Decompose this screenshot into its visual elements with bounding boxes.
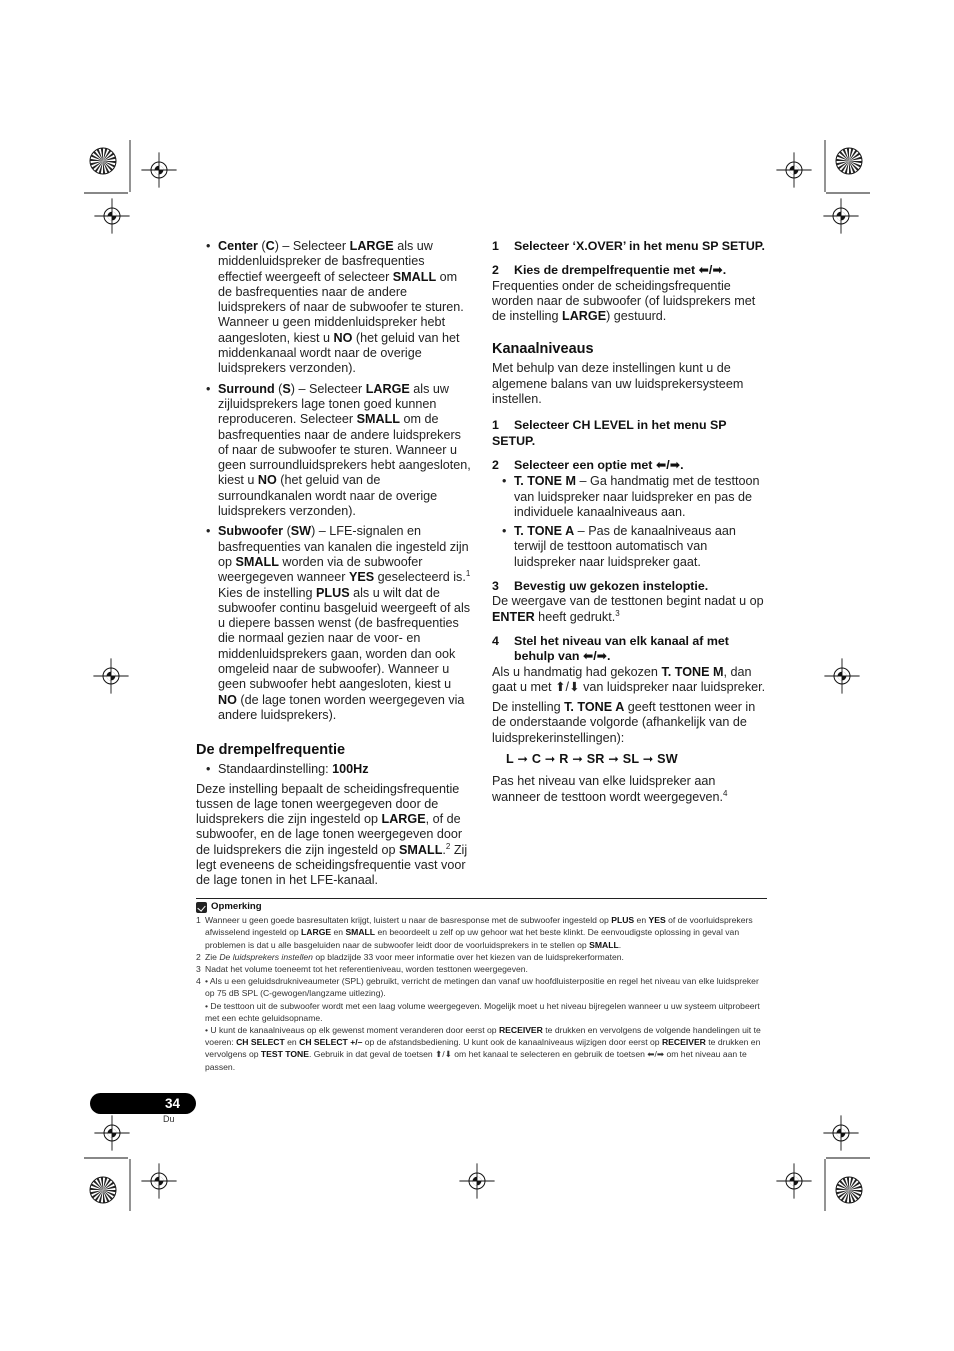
bullet-dot: • xyxy=(206,381,211,396)
center-label: Center xyxy=(218,239,258,253)
small-option: SMALL xyxy=(345,927,376,938)
channel-levels-heading: Kanaalniveaus xyxy=(492,341,594,358)
crosshair-target-icon xyxy=(93,658,128,693)
text: – Ga handmatig met de testtoon van luidspreker naar luidspreker en pas de individuele kanaalniveaus aan. xyxy=(514,474,760,519)
step-text: Selecteer CH LEVEL in het menu SP SETUP. xyxy=(492,418,727,448)
text: Nadat het volume toeneemt tot het referentieniveau, worden testtonen weergegeven. xyxy=(205,964,528,975)
text: Wanneer u geen goede basresultaten krijgt, luistert u naar de basresponse met de subwoofer ingesteld op xyxy=(205,915,612,926)
crosshair-target-icon xyxy=(776,152,811,187)
step-text: Selecteer ‘X.OVER’ in het menu SP SETUP. xyxy=(514,239,765,253)
text: (het geluid van het middenkanaal wordt naar de overige luidsprekers verzonden). xyxy=(218,330,460,376)
text: De instelling xyxy=(492,700,565,715)
channel-levels-intro: Met behulp van deze instellingen kunt u de algemene balans van uw luidsprekersysteem instellen. xyxy=(492,361,744,407)
small-option: SMALL xyxy=(356,412,400,427)
enter-key: ENTER xyxy=(492,609,535,624)
small-option: SMALL xyxy=(399,842,443,857)
text: Zij legt eveneens de scheidingsfrequentie vast voor de lage tonen in het LFE-kanaal. xyxy=(196,842,468,888)
text: , dan gaat u met ⬆/⬇ van luidspreker naar luidspreker. xyxy=(492,664,766,694)
crosshair-target-icon xyxy=(459,1163,494,1198)
step-text: Stel het niveau van elk kanaal af met behulp van ⬅/➡. xyxy=(514,633,729,664)
default-label: Standaardinstelling: xyxy=(218,762,333,777)
no-option: NO xyxy=(257,473,277,488)
section-reference: De luidsprekers instellen xyxy=(219,951,313,962)
crosshair-target-icon xyxy=(823,198,858,233)
test-tone-key: TEST TONE xyxy=(260,1049,309,1060)
text: worden via de subwoofer weergegeven wanneer xyxy=(218,554,423,585)
bullet-dot: • xyxy=(206,524,211,539)
text: Zie xyxy=(205,951,220,962)
text: , of de subwoofer, en de lage tonen weergegeven door de luidsprekers die zijn ingesteld op xyxy=(196,812,463,857)
step-number: 3 xyxy=(492,579,499,594)
text: – Selecteer xyxy=(278,239,350,253)
text: als u wilt dat de subwoofer continu basgeluid weergeeft of als u diepere bassen wenst (de basfrequenties die normaal gezien naar de voor- en middenluidsprekers gaan, worden dan ook omgeleid naar de subwoofer). Wanneer u geen subwoofer hebt aangesloten, kiest u xyxy=(218,585,471,692)
no-option: NO xyxy=(218,692,237,707)
starburst-target-icon xyxy=(90,1177,116,1203)
step-text: Selecteer een optie met ⬅/➡. xyxy=(514,457,684,472)
large-option: LARGE xyxy=(349,239,394,253)
crosshair-target-icon xyxy=(141,152,176,187)
default-value: 100Hz xyxy=(332,762,369,777)
text: op de afstandsbediening. U kunt ook de kanaalniveaus wijzigen door eerst op xyxy=(362,1037,662,1048)
text: en xyxy=(331,927,346,938)
small-option: SMALL xyxy=(589,939,619,950)
page-number: 34 xyxy=(164,1096,180,1111)
text: • Als u een geluidsdrukniveaumeter (SPL) gebruikt, verricht de metingen dan vanaf uw hoofdluisterpositie en regel het niveau van elke luidspreker op 75 dB SPL (C-gewogen/langzame uitlezing). xyxy=(205,976,759,999)
text: als uw middenluidspreker de basfrequenties effectief weergeeft of selecteer xyxy=(218,239,433,284)
text: . xyxy=(618,939,622,950)
crosshair-target-icon xyxy=(141,1163,176,1198)
text: Kies de instelling xyxy=(218,585,317,600)
subwoofer-label: Subwoofer xyxy=(218,524,284,539)
footnote-ref: 1 xyxy=(465,569,471,579)
surround-abbr: S xyxy=(282,381,291,396)
text: te drukken en vervolgens op xyxy=(205,1037,761,1060)
step-number: 2 xyxy=(492,457,499,472)
yes-option: YES xyxy=(648,915,666,926)
text: (de lage tonen worden weergegeven via andere luidsprekers). xyxy=(218,692,465,722)
text: (het geluid van de surroundkanalen wordt naar de overige luidsprekers verzonden). xyxy=(218,473,438,519)
footnote-number: 4 xyxy=(196,976,201,987)
text: . Gebruik in dat geval de toetsen ⬆/⬇ om het kanaal te selecteren en gebruik de toetsen ⬅/➡ om het niveau aan te passen. xyxy=(205,1049,747,1072)
footnote-ref: 2 xyxy=(445,841,451,851)
ch-select-key: CH SELECT xyxy=(236,1037,285,1048)
text: De weergave van de testtonen begint nadat u op xyxy=(492,594,764,609)
step-number: 2 xyxy=(492,263,499,278)
plus-option: PLUS xyxy=(611,915,635,926)
crosshair-target-icon xyxy=(776,1163,811,1198)
text: te drukken en vervolgens de volgende handelingen uit te voeren: xyxy=(205,1025,761,1048)
footnote-ref: 4 xyxy=(723,788,728,798)
text: ) gestuurd. xyxy=(606,309,667,324)
text: • De testtoon uit de subwoofer wordt met een laag volume weergegeven. Mogelijk moet u het niveau bijregelen wanneer u uw systeem uitprobeert met een echte geluidsopname. xyxy=(205,1000,760,1023)
crosshair-target-icon xyxy=(94,1115,129,1150)
text: of de voorluidsprekers afwisselend ingesteld op xyxy=(205,915,753,938)
footnote-number: 1 xyxy=(196,915,201,926)
step-text: Bevestig uw gekozen insteloptie. xyxy=(514,579,709,594)
step-text: Kies de drempelfrequentie met ⬅/➡. xyxy=(514,263,727,278)
large-option: LARGE xyxy=(562,309,607,324)
crosshair-target-icon xyxy=(824,658,859,693)
crosshair-target-icon xyxy=(94,198,129,233)
language-code: Du xyxy=(163,1114,175,1124)
plus-option: PLUS xyxy=(316,585,350,600)
text: en xyxy=(634,915,649,926)
center-abbr: C xyxy=(265,239,275,253)
tone-a-label: T. TONE A xyxy=(564,700,625,715)
text: geselecteerd is. xyxy=(374,570,466,585)
no-option: NO xyxy=(333,330,353,345)
large-option: LARGE xyxy=(301,927,332,938)
text: . xyxy=(442,842,446,857)
text: en beoordeelt u zelf op uw gehoor wat het beste klinkt. De eenvoudigste oplossing in geval van problemen is dat u alle basgeluiden naar de subwoofer leidt door de voorluidsprekers in te stellen op xyxy=(205,927,740,950)
crossover-heading: De drempelfrequentie xyxy=(196,742,346,759)
footnote-number: 2 xyxy=(196,951,201,962)
small-option: SMALL xyxy=(392,269,437,284)
receiver-key: RECEIVER xyxy=(498,1025,543,1036)
note-heading: Opmerking xyxy=(211,901,262,912)
text: en xyxy=(284,1037,300,1048)
yes-option: YES xyxy=(348,570,375,585)
bullet-dot: • xyxy=(206,762,211,777)
text: Frequenties onder de scheidingsfrequentie worden naar de subwoofer (of luidsprekers met de instelling xyxy=(492,278,756,324)
text: • U kunt de kanaalniveaus op elk gewenst moment veranderen door eerst op xyxy=(205,1025,499,1036)
bullet-dot: • xyxy=(502,524,507,539)
tone-a-label: T. TONE A xyxy=(514,524,575,539)
text: – Pas de kanaalniveaus aan terwijl de testtoon automatisch van luidspreker naar luidspreker gaat. xyxy=(514,524,736,569)
crosshair-target-icon xyxy=(823,1115,858,1150)
small-option: SMALL xyxy=(235,554,279,569)
large-option: LARGE xyxy=(381,812,426,827)
text: om de basfrequenties naar de andere luidsprekers of naar de subwoofer te sturen. Wanneer u geen middenluidspreker hebt aangesloten, kiest u xyxy=(218,269,464,345)
tone-m-label: T. TONE M xyxy=(661,664,724,679)
starburst-target-icon xyxy=(836,1177,862,1203)
bullet-dot: • xyxy=(206,239,211,253)
surround-label: Surround xyxy=(218,381,275,396)
text: om de basfrequenties naar de andere luidsprekers of naar de subwoofer te sturen. Wanneer u geen surroundluidsprekers hebt aangesloten, kiest u xyxy=(218,412,471,488)
bullet-dot: • xyxy=(502,474,507,489)
tone-m-label: T. TONE M xyxy=(514,474,577,489)
footnote-ref: 3 xyxy=(615,608,620,618)
step-number: 1 xyxy=(492,239,499,253)
surround-speaker-item: • Surround (S) – Selecteer LARGE als uw zijluidsprekers lage tonen goed kunnen reproduceren. Selecteer SMALL om de basfrequenties naar de andere luidsprekers of naar de subwoofer te sturen. Wanneer u geen surroundluidsprekers hebt aangesloten, kiest u NO (het geluid van de surroundkanalen wordt naar de overige luidsprekers verzonden). xyxy=(206,381,471,519)
test-tone-sequence: L ➞ C ➞ R ➞ SR ➞ SL ➞ SW xyxy=(506,752,678,767)
large-option: LARGE xyxy=(365,381,410,396)
text: heeft gedrukt. xyxy=(534,609,616,624)
text: – LFE-signalen en basfrequenties van kanalen die ingesteld zijn op xyxy=(218,524,469,569)
starburst-target-icon xyxy=(836,148,862,174)
starburst-target-icon xyxy=(90,148,116,174)
text: Pas het niveau van elke luidspreker aan wanneer de testtoon wordt weergegeven. xyxy=(492,774,724,804)
text: – Selecteer xyxy=(294,381,366,396)
text: op bladzijde 33 voor meer informatie over het kiezen van de luidsprekerformaten. xyxy=(312,951,624,962)
text: Deze instelling bepaalt de scheidingsfrequentie tussen de lage tonen weergegeven door de luidsprekers die zijn ingesteld op xyxy=(196,781,460,827)
ch-select-plusminus-key: CH SELECT +/– xyxy=(299,1037,363,1048)
center-speaker-item: • Center (C) – Selecteer LARGE als uw middenluidspreker de basfrequenties effectief weergeeft of selecteer SMALL om de basfrequenties naar de andere luidsprekers of naar de subwoofer te sturen. Wanneer u geen middenluidspreker hebt aangesloten, kiest u NO (het geluid van het middenkanaal wordt naar de overige luidsprekers verzonden). xyxy=(206,239,464,376)
text: geeft testtonen weer in de onderstaande volgorde (afhankelijk van de luidsprekerinstellingen): xyxy=(492,700,756,745)
subwoofer-item: • Subwoofer (SW) – LFE-signalen en basfrequenties van kanalen die ingesteld zijn op SMALL worden via de subwoofer weergegeven wanneer YES geselecteerd is.$^1$ Kies de instelling PLUS als u wilt dat de subwoofer continu basgeluid weergeeft of als u diepere bassen wenst (de basfrequenties die normaal gezien naar de voor- en middenluidsprekers gaan, worden dan ook omgeleid naar de subwoofer). Wanneer u geen subwoofer hebt aangesloten, kiest u NO (de lage tonen worden weergegeven via andere luidsprekers). xyxy=(206,524,471,722)
receiver-key: RECEIVER xyxy=(661,1037,706,1048)
footnote-number: 3 xyxy=(196,964,201,975)
step-number: 1 xyxy=(492,418,499,433)
step-number: 4 xyxy=(492,633,499,648)
text: Als u handmatig had gekozen xyxy=(492,664,662,679)
subwoofer-abbr: SW xyxy=(290,524,312,539)
text: als uw zijluidsprekers lage tonen goed kunnen reproduceren. Selecteer xyxy=(218,381,449,427)
